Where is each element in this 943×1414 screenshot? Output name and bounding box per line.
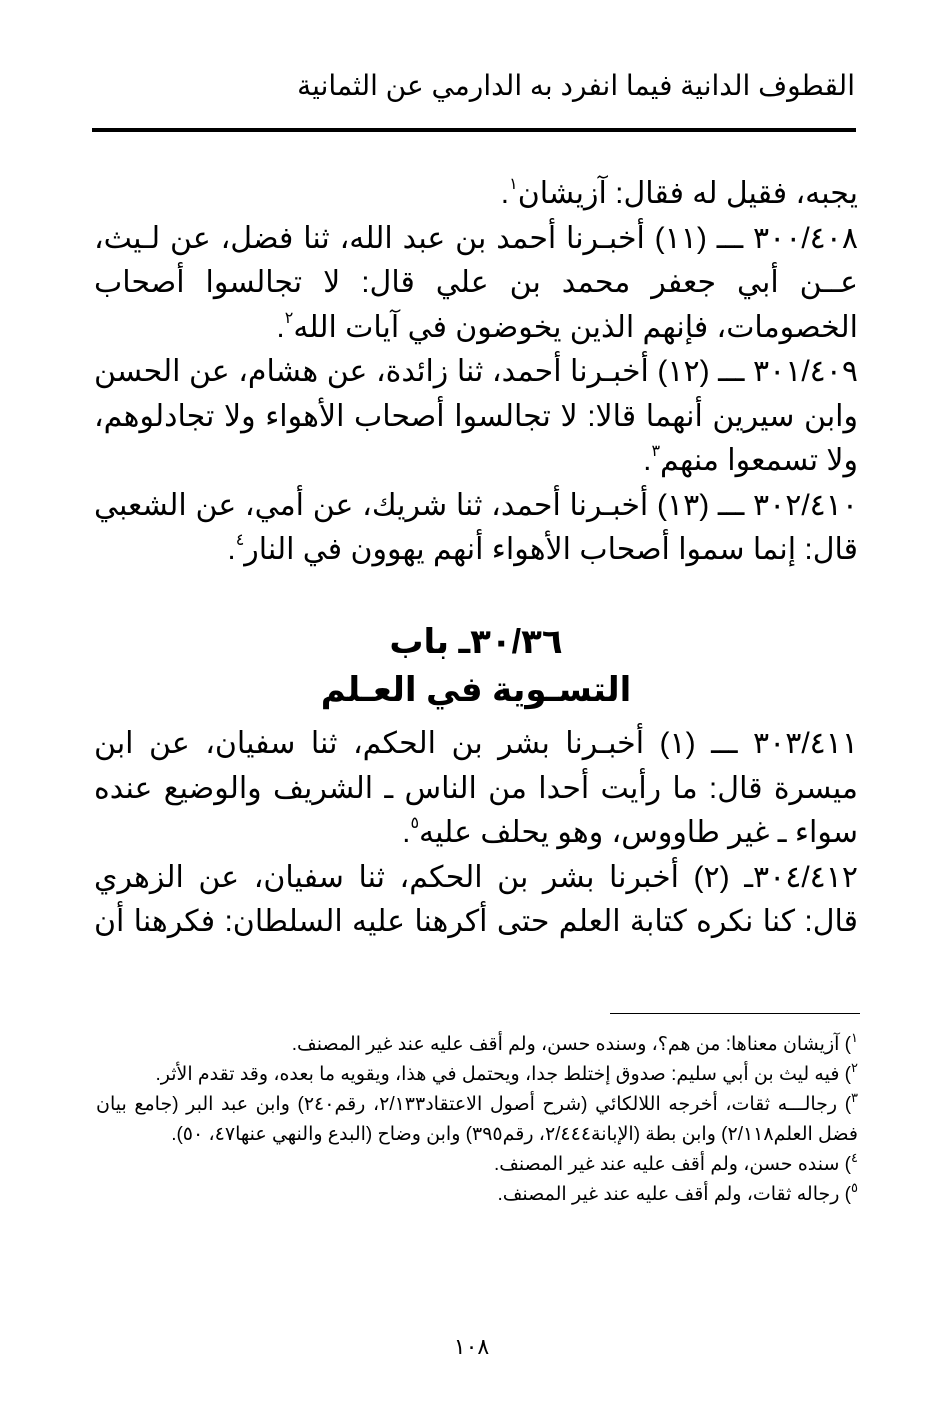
footnote-text: ) رجالـــه ثقات، أخرجه اللالكائي (شرح أصول الاعتقاد٢/١٣٣، رقم٢٤٠) وابن عبد البر (جامع بيان فضل العلم٢/١١٨) وابن بطة (الإبانة٢/٤٤٤، رقم٣٩٥) وابن وضاح (البدع والنهي عنها٤٧، ٥٠). xyxy=(96,1094,858,1145)
chapter-number: ٣٠/٣٦ـ باب xyxy=(389,623,563,661)
paragraph xyxy=(94,350,858,484)
chapter-title: التسـوية في العـلم xyxy=(320,671,632,709)
paragraph-tail: . xyxy=(402,816,411,849)
paragraph xyxy=(94,722,858,856)
footnote-text: ) سنده حسن، ولم أقف عليه عند غير المصنف. xyxy=(493,1154,852,1175)
footnote-ref: ٣ xyxy=(651,443,661,460)
footnote xyxy=(96,1150,858,1180)
footnote xyxy=(96,1030,858,1060)
footnote xyxy=(96,1180,858,1210)
footnote-number: ٢ xyxy=(851,1060,858,1075)
footnote-ref: ١ xyxy=(509,176,518,193)
paragraph xyxy=(94,856,858,945)
paragraph-text: ٣٠٤/٤١٢ـ (٢) أخبرنا بشر بن الحكم، ثنا سفيان، عن الزهري قال: كنا نكره كتابة العلم حتى أكرهنا عليه السلطان: فكرهنا أن xyxy=(94,860,859,938)
footnote-number: ١ xyxy=(851,1030,858,1045)
paragraph-tail: . xyxy=(643,444,652,477)
footnote-text: ) رجاله ثقات، ولم أقف عليه عند غير المصنف. xyxy=(497,1184,852,1205)
paragraph-text: ٣٠٠/٤٠٨ ـــ (١١) أخبـرنا أحمد بن عبد الله، ثنا فضل، عن لـيث، عــن أبي جعفر محمد بن علي قال: لا تجالسوا أصحاب الخصومات، فإنهم الذين يخوضون في آيات الله xyxy=(94,221,858,344)
running-header: القطوف الدانية فيما انفرد به الدارمي عن الثمانية xyxy=(297,70,855,101)
footnote xyxy=(96,1090,858,1150)
footnote xyxy=(96,1060,858,1090)
paragraph-tail: . xyxy=(276,310,285,344)
paragraph xyxy=(94,217,858,351)
footnote-divider xyxy=(610,1013,860,1014)
footnotes-block xyxy=(96,1030,858,1210)
page-number: ١٠٨ xyxy=(453,1334,490,1359)
paragraph xyxy=(94,484,858,573)
paragraph-tail: . xyxy=(227,533,236,566)
chapter-heading xyxy=(94,618,858,714)
footnote-number: ٥ xyxy=(851,1180,858,1195)
footnote-ref: ٢ xyxy=(284,309,294,327)
top-text-block xyxy=(94,172,858,573)
paragraph-tail: . xyxy=(500,177,510,210)
footnote-number: ٣ xyxy=(851,1090,859,1105)
paragraph-text: ٣٠١/٤٠٩ ـــ (١٢) أخبـرنا أحمد، ثنا زائدة، عن هشام، عن الحسن وابن سيرين أنهما قالا: لا تجالسوا أصحاب الأهواء ولا تجادلوهم، ولا تسمعوا منهم xyxy=(94,355,858,477)
paragraph-text: ٣٠٢/٤١٠ ـــ (١٣) أخبـرنا أحمد، ثنا شريك، عن أمي، عن الشعبي قال: إنما سموا أصحاب الأهواء أنهم يهوون في النار xyxy=(94,488,858,566)
paragraph-text: يجبه، فقيل له فقال: آزيشان xyxy=(517,177,858,210)
footnote-ref: ٤ xyxy=(235,532,245,549)
footnote-number: ٤ xyxy=(851,1150,858,1165)
paragraph xyxy=(94,172,858,217)
bottom-text-block xyxy=(94,722,858,945)
header-divider xyxy=(92,128,856,132)
footnote-ref: ٥ xyxy=(410,815,420,832)
paragraph-text: ٣٠٣/٤١١ ـــ (١) أخبـرنا بشر بن الحكم، ثنا سفيان، عن ابن ميسرة قال: ما رأيت أحدا من الناس ـ الشريف والوضيع عنده سواء ـ غير طاووس، وهو يحلف عليه xyxy=(94,727,858,849)
footnote-text: ) آزيشان معناها: من هم؟، وسنده حسن، ولم أقف عليه عند غير المصنف. xyxy=(291,1034,852,1055)
footnote-text: ) فيه ليث بن أبي سليم: صدوق إختلط جدا، ويحتمل في هذا، ويقويه ما بعده، وقد تقدم الأثر. xyxy=(155,1064,852,1085)
